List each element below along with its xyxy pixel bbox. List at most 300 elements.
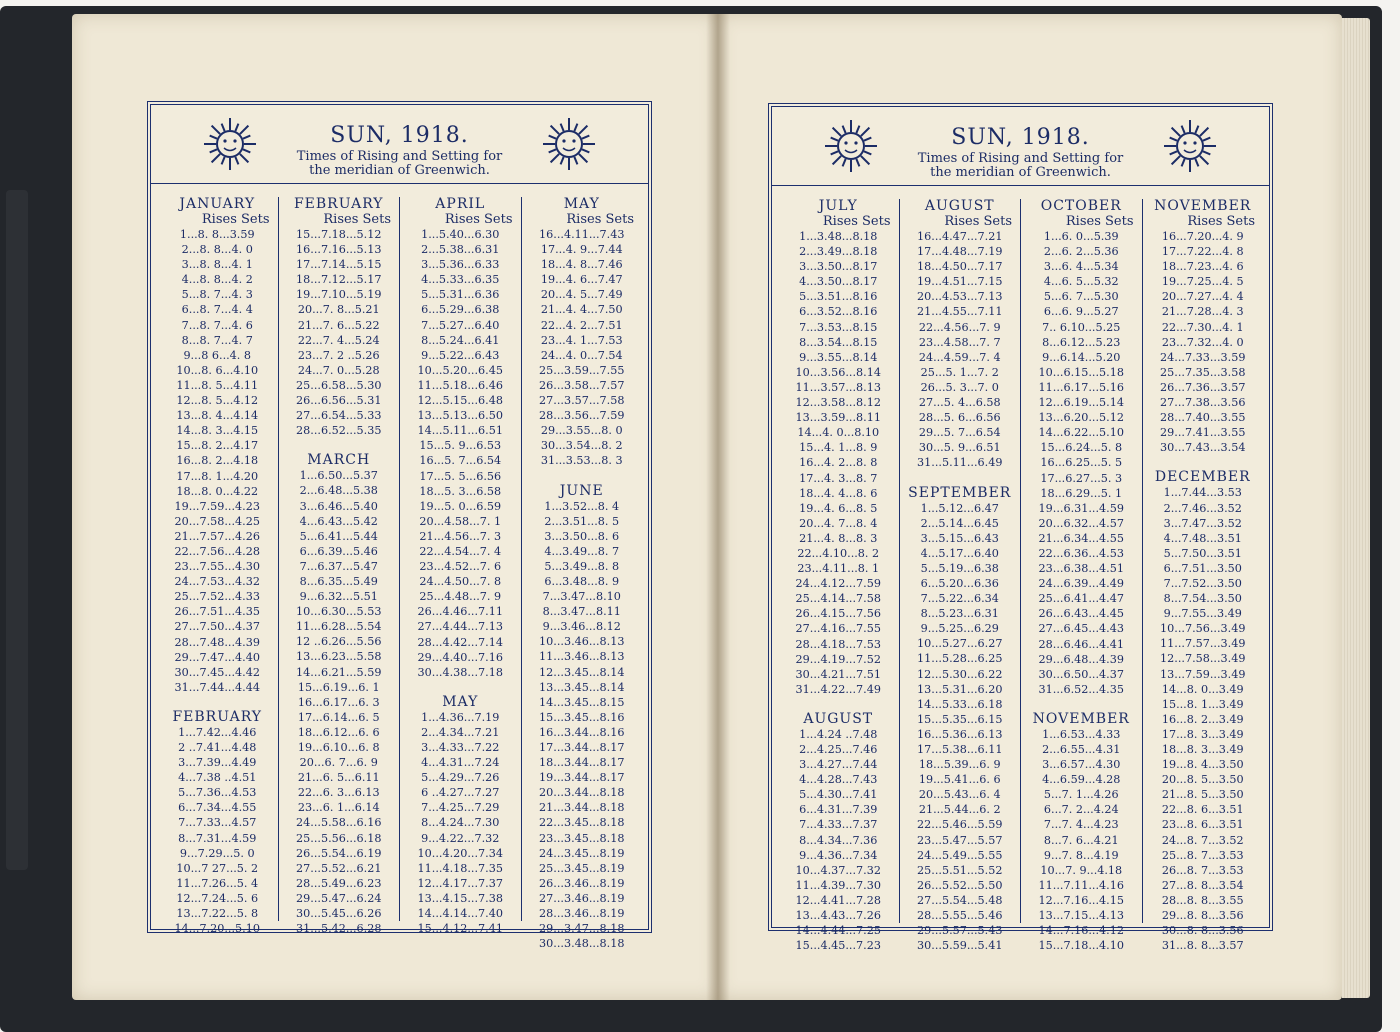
day-row: 16...8. 2...4.18 — [176, 454, 259, 468]
day-row: 19...6.10...6. 8 — [297, 741, 380, 754]
rises-sets-label: Rises Sets — [1187, 214, 1255, 229]
day-row: 17...6.27...5. 3 — [1040, 471, 1123, 485]
day-row: 3...4.33...7.22 — [421, 741, 500, 754]
cover-spine-edge — [6, 190, 28, 870]
day-row: 26...5.54...6.19 — [296, 846, 382, 860]
rises-sets-label: Rises Sets — [323, 212, 391, 227]
day-row: 16...6.17...6. 3 — [297, 695, 380, 709]
month-column — [900, 198, 1022, 953]
day-row: 18...6.12...6. 6 — [297, 725, 380, 739]
day-row: 19...4. 6...7.47 — [540, 273, 623, 287]
day-row: 14...4.14...7.40 — [417, 907, 503, 921]
day-row: 7...4.33...7.37 — [799, 818, 878, 832]
day-row: 3...8. 8...4. 1 — [181, 258, 253, 272]
day-row: 1...6.53...4.33 — [1042, 727, 1121, 741]
day-row: 26...5. 3...7. 0 — [920, 380, 999, 394]
day-row: 15...6.19...6. 1 — [297, 680, 380, 694]
day-row: 21...3.44...8.18 — [539, 801, 625, 815]
day-row: 27...4.16...7.55 — [795, 622, 881, 636]
day-row: 21...4. 4...7.50 — [540, 303, 623, 317]
day-row: 27...5.52...6.21 — [296, 861, 382, 875]
day-row: 30...5.59...5.41 — [917, 939, 1003, 953]
left-sun-table — [147, 101, 652, 951]
day-row: 14...7.16...4.12 — [1038, 924, 1124, 938]
table-header — [772, 107, 1269, 186]
day-row: 1...5.40...6.30 — [421, 228, 500, 241]
day-row: 30...4.21...7.51 — [795, 667, 881, 681]
day-row: 2...8. 8...4. 0 — [181, 243, 253, 257]
day-row: 31...5.42...6.28 — [296, 922, 382, 936]
day-row: 6...3.48...8. 9 — [544, 574, 620, 588]
day-row: 10...4.20...7.34 — [417, 846, 503, 860]
day-row: 20...7.58...4.25 — [174, 514, 260, 528]
day-row: 22...4.56...7. 9 — [918, 320, 1001, 334]
day-row: 3...3.50...8.17 — [799, 260, 878, 274]
day-row: 2...4.25...7.46 — [799, 743, 878, 756]
day-row: 13...6.20...5.12 — [1038, 411, 1124, 425]
day-row: 15...3.45...8.16 — [539, 710, 625, 724]
day-row: 2 ..7.41...4.48 — [178, 741, 257, 754]
day-row: 21...7.57...4.26 — [174, 529, 260, 543]
day-row: 20...7. 8...5.21 — [297, 303, 380, 317]
day-row: 2...3.51...8. 5 — [544, 514, 620, 528]
day-row: 19...5.41...6. 6 — [918, 773, 1001, 787]
day-row: 29...4.19...7.52 — [795, 652, 881, 666]
sun-face-icon — [1163, 119, 1217, 173]
day-row: 28...3.56...7.59 — [539, 409, 625, 423]
section-gap — [161, 695, 274, 710]
rises-sets-label: Rises Sets — [822, 214, 891, 229]
day-row: 18...4. 8...7.46 — [540, 258, 623, 272]
day-row: 18...7.23...4. 6 — [1161, 260, 1244, 274]
month-column — [1143, 198, 1264, 953]
day-row: 19...7.25...4. 5 — [1161, 275, 1244, 289]
day-row: 3...6. 4...5.34 — [1043, 260, 1119, 274]
day-row: 4...4.28...7.43 — [799, 773, 878, 787]
day-row: 11...3.46...8.13 — [539, 650, 625, 664]
day-row: 10...5.27...6.27 — [917, 637, 1003, 651]
day-row: 16...8. 2...3.49 — [1161, 712, 1244, 726]
day-row: 16...7.20...4. 9 — [1161, 230, 1244, 243]
day-row: 24...7. 0...5.28 — [297, 363, 380, 377]
section-gap — [782, 697, 895, 712]
day-row: 17...5. 5...6.56 — [419, 469, 502, 483]
day-row: 24...5.49...5.55 — [917, 848, 1003, 862]
day-row: 17...8. 3...3.49 — [1161, 727, 1244, 741]
day-row: 6...6. 9...5.27 — [1043, 305, 1119, 319]
day-row: 24...4.59...7. 4 — [918, 350, 1001, 364]
day-row: 24...7.33...3.59 — [1160, 350, 1246, 364]
day-row: 1...6.50...5.37 — [299, 469, 378, 483]
subtitle-line-1: Times of Rising and Setting for — [296, 149, 503, 164]
day-row: 8...4.24...7.30 — [421, 816, 500, 830]
day-row: 22...4. 2...7.51 — [540, 318, 623, 332]
day-row: 21...6.34...4.55 — [1038, 531, 1124, 545]
day-row: 14...5.33...6.18 — [917, 697, 1003, 711]
day-row: 20...7.27...4. 4 — [1161, 290, 1244, 304]
day-row: 17...3.44...8.17 — [539, 741, 625, 754]
day-row: 22...4.10...8. 2 — [797, 546, 880, 560]
day-row: 9...8 6...4. 8 — [183, 348, 252, 362]
sun-face-icon — [542, 117, 596, 171]
day-row: 23...7.32...4. 0 — [1161, 335, 1244, 349]
day-row: 19...6.31...4.59 — [1038, 501, 1124, 515]
day-row: 15...4. 1...8. 9 — [799, 441, 878, 455]
day-row: 4...5.17...6.40 — [920, 546, 999, 560]
day-row: 16...4. 2...8. 8 — [799, 456, 878, 470]
day-row: 1...8. 8...3.59 — [179, 228, 255, 241]
day-row: 24...8. 7...3.52 — [1161, 833, 1244, 847]
day-row: 16...5.36...6.13 — [917, 727, 1003, 741]
day-row: 14...6.22...5.10 — [1038, 426, 1124, 440]
day-row: 5...5.19...6.38 — [920, 561, 999, 575]
book-gutter — [706, 14, 730, 1000]
day-row: 8...8. 7...4. 7 — [181, 333, 253, 347]
day-row: 9...7.55...3.49 — [1163, 607, 1242, 621]
day-row: 8...4.34...7.36 — [799, 833, 878, 847]
day-row: 8...3.47...8.11 — [542, 605, 621, 619]
day-row: 9...7. 8...4.19 — [1043, 848, 1119, 862]
day-row: 5...7. 1...4.26 — [1043, 788, 1119, 802]
day-row: 28...4.42...7.14 — [417, 635, 503, 649]
day-row: 29...5.47...6.24 — [296, 891, 382, 905]
day-row: 10...3.56...8.14 — [795, 365, 881, 379]
day-row: 21...4. 8...8. 3 — [799, 531, 878, 545]
day-row: 11...7.11...4.16 — [1038, 878, 1124, 892]
day-row: 6...3.52...8.16 — [799, 305, 878, 319]
day-row: 20...4.58...7. 1 — [419, 514, 502, 528]
day-row: 13...5.13...6.50 — [417, 409, 503, 423]
day-row: 22...7.56...4.28 — [174, 544, 260, 558]
day-row: 23...7. 2 ..5.26 — [297, 348, 380, 362]
day-row: 15...8. 1...3.49 — [1161, 697, 1244, 711]
day-row: 29...3.55...8. 0 — [540, 424, 623, 438]
day-row: 14...8. 0...3.49 — [1161, 682, 1244, 696]
day-row: 4...3.50...8.17 — [799, 275, 878, 289]
day-row: 6...7.34...4.55 — [178, 801, 257, 815]
month-heading: DECEMBER — [1154, 469, 1251, 486]
day-row: 7...5.27...6.40 — [421, 318, 500, 332]
day-row: 27...5.54...5.48 — [917, 893, 1003, 907]
day-row: 14...8. 3...4.15 — [176, 424, 259, 438]
day-row: 22...4.54...7. 4 — [419, 544, 502, 558]
day-row: 30...3.48...8.18 — [539, 937, 625, 951]
day-row: 15...7.18...5.12 — [296, 228, 382, 241]
day-row: 1...5.12...6.47 — [920, 501, 999, 515]
rises-sets-label: Rises Sets — [944, 214, 1012, 229]
day-row: 15...5.35...6.15 — [917, 712, 1003, 726]
month-heading: OCTOBER — [1040, 198, 1122, 214]
day-row: 11...5.28...6.25 — [917, 652, 1003, 666]
day-row: 7...5.22...6.34 — [920, 592, 999, 606]
day-row: 28...5.49...6.23 — [296, 876, 382, 890]
day-row: 24...6.39...4.49 — [1038, 577, 1124, 591]
day-row: 25...3.45...8.19 — [539, 861, 625, 875]
day-row: 6...7.51...3.50 — [1163, 561, 1242, 575]
day-row: 2...4.34...7.21 — [421, 725, 500, 739]
day-row: 25...7.35...3.58 — [1160, 365, 1246, 379]
day-row: 27...7.50...4.37 — [174, 620, 260, 634]
day-row: 9...4.22...7.32 — [421, 831, 500, 845]
day-row: 24...4.50...7. 8 — [419, 575, 502, 589]
day-row: 26...6.43...4.45 — [1038, 607, 1124, 621]
day-row: 2...6. 2...5.36 — [1043, 245, 1119, 259]
day-row: 26...7.51...4.35 — [174, 605, 260, 619]
day-row: 30...7.45...4.42 — [174, 665, 260, 679]
day-row: 28...5.55...5.46 — [917, 909, 1003, 923]
month-heading: JANUARY — [179, 196, 256, 212]
day-row: 15...8. 2...4.17 — [176, 439, 259, 453]
month-heading: FEBRUARY — [293, 196, 384, 212]
day-row: 8...5.24...6.41 — [421, 333, 500, 347]
day-row: 18...4. 4...8. 6 — [799, 486, 878, 500]
day-row: 20...6.32...4.57 — [1038, 516, 1124, 530]
section-gap — [283, 438, 396, 453]
day-row: 22...6. 3...6.13 — [297, 786, 380, 800]
day-row: 26...4.46...7.11 — [417, 605, 503, 619]
day-row: 25...5. 1...7. 2 — [920, 365, 999, 379]
day-row: 16...4.11...7.43 — [539, 228, 625, 241]
month-heading: MAY — [442, 693, 479, 710]
day-row: 5...3.51...8.16 — [799, 290, 878, 304]
day-row: 7...4.25...7.29 — [421, 801, 500, 815]
month-column — [1021, 198, 1143, 953]
month-heading: APRIL — [435, 196, 486, 212]
day-row: 11...3.57...8.13 — [795, 380, 881, 394]
month-column — [400, 196, 522, 936]
table-title: SUN, 1918. — [330, 123, 469, 148]
day-row: 2...3.49...8.18 — [799, 245, 878, 259]
day-row: 5...6.41...5.44 — [299, 529, 378, 543]
day-row: 26...8. 7...3.53 — [1161, 863, 1244, 877]
day-row: 12...5.30...6.22 — [917, 667, 1003, 681]
day-row: 22...3.45...8.18 — [539, 816, 625, 830]
day-row: 22...7.30...4. 1 — [1161, 320, 1244, 334]
day-row: 11...7.26...5. 4 — [176, 876, 259, 890]
day-row: 20...6. 7...6. 9 — [299, 756, 378, 770]
day-row: 10...3.46...8.13 — [539, 635, 625, 649]
day-row: 3...5.36...6.33 — [421, 258, 500, 272]
rises-sets-label: Rises Sets — [444, 212, 513, 227]
day-row: 8...7.54...3.50 — [1163, 592, 1242, 606]
day-row: 23...4. 1...7.53 — [540, 333, 623, 347]
day-row: 23...6.38...4.51 — [1038, 562, 1124, 576]
day-row: 29...5. 7...6.54 — [918, 426, 1001, 440]
day-row: 1...3.48...8.18 — [799, 230, 878, 243]
day-row: 10...7 27...5. 2 — [176, 861, 259, 875]
day-row: 3...7.39...4.49 — [178, 756, 257, 770]
day-row: 9...7.29...5. 0 — [179, 846, 255, 860]
day-row: 29...7.41...3.55 — [1160, 426, 1246, 440]
day-row: 26...3.46...8.19 — [539, 876, 625, 890]
day-row: 22...6.36...4.53 — [1038, 546, 1124, 560]
day-row: 31...8. 8...3.57 — [1161, 939, 1244, 953]
day-row: 29...3.47...8.18 — [539, 922, 625, 936]
day-row: 3...5.15...6.43 — [920, 531, 999, 545]
subtitle-line-2: the meridian of Greenwich. — [930, 165, 1111, 180]
day-row: 30...8. 8...3.56 — [1161, 924, 1244, 938]
day-row: 28...7.48...4.39 — [174, 635, 260, 649]
day-row: 5...4.30...7.41 — [799, 788, 878, 802]
month-heading: AUGUST — [803, 710, 874, 727]
day-row: 23...6. 1...6.14 — [297, 801, 380, 815]
day-row: 22...8. 6...3.51 — [1161, 803, 1244, 817]
day-row: 12...7.58...3.49 — [1160, 652, 1246, 666]
day-row: 21...4.56...7. 3 — [419, 529, 502, 543]
day-row: 29...7.47...4.40 — [174, 650, 260, 664]
day-row: 13...7.15...4.13 — [1038, 909, 1124, 923]
day-row: 13...4.43...7.26 — [795, 909, 881, 923]
month-heading: NOVEMBER — [1154, 198, 1252, 214]
day-row: 4...3.49...8. 7 — [544, 544, 620, 558]
day-row: 19...3.44...8.17 — [539, 771, 625, 785]
day-row: 5...7.50...3.51 — [1163, 546, 1242, 560]
day-row: 31...6.52...4.35 — [1038, 682, 1124, 696]
day-row: 4...5.33...6.35 — [421, 273, 500, 287]
day-row: 6...7. 2...4.24 — [1043, 803, 1119, 817]
day-row: 27...3.46...8.19 — [539, 891, 625, 905]
day-row: 26...3.58...7.57 — [539, 378, 625, 392]
day-row: 30...7.43...3.54 — [1160, 441, 1246, 455]
day-row: 4...8. 8...4. 2 — [181, 273, 253, 287]
day-row: 5...7.36...4.53 — [178, 786, 257, 800]
day-row: 7...3.53...8.15 — [799, 320, 878, 334]
day-row: 25...5.51...5.52 — [917, 863, 1003, 877]
day-row: 25...5.56...6.18 — [296, 831, 382, 845]
day-row: 21...6. 5...6.11 — [297, 771, 380, 785]
day-row: 28...8. 8...3.55 — [1161, 893, 1244, 907]
day-row: 1...6. 0...5.39 — [1043, 230, 1119, 243]
day-row: 18...6.29...5. 1 — [1040, 486, 1123, 500]
day-row: 7.. 6.10...5.25 — [1042, 320, 1121, 334]
day-row: 29...6.48...4.39 — [1038, 652, 1124, 666]
day-row: 9...3.46...8.12 — [542, 620, 621, 634]
day-row: 25...4.48...7. 9 — [419, 590, 502, 604]
day-row: 10...5.20...6.45 — [417, 363, 503, 377]
day-row: 23...5.47...5.57 — [917, 833, 1003, 847]
day-row: 27...7.38...3.56 — [1160, 396, 1246, 410]
day-row: 8...7.31...4.59 — [178, 831, 257, 845]
day-row: 10...8. 6...4.10 — [176, 363, 259, 377]
day-row: 28...7.40...3.55 — [1160, 411, 1246, 425]
day-row: 29...8. 8...3.56 — [1161, 909, 1244, 923]
day-row: 5...4.29...7.26 — [421, 771, 500, 785]
day-row: 25...6.58...5.30 — [296, 378, 382, 392]
day-row: 16...7.16...5.13 — [296, 243, 382, 257]
day-row: 26...7.36...3.57 — [1160, 380, 1246, 394]
day-row: 20...4.53...7.13 — [917, 290, 1003, 304]
day-row: 29...4.40...7.16 — [417, 650, 503, 664]
day-row: 22...7. 4...5.24 — [297, 333, 380, 347]
day-row: 18...8. 3...3.49 — [1161, 743, 1244, 756]
day-row: 31...7.44...4.44 — [174, 680, 260, 694]
day-row: 13...6.23...5.58 — [296, 650, 382, 664]
day-row: 5...6. 7...5.30 — [1043, 290, 1119, 304]
day-row: 19...7.10...5.19 — [296, 288, 382, 302]
day-row: 2...7.46...3.52 — [1163, 501, 1242, 515]
day-row: 4...6.59...4.28 — [1042, 773, 1121, 787]
day-row: 14...4.44...7.25 — [795, 924, 881, 938]
day-row: 26...5.52...5.50 — [917, 878, 1003, 892]
rises-sets-label: Rises Sets — [1065, 214, 1134, 229]
day-row: 18...5. 3...6.58 — [419, 484, 502, 498]
day-row: 31...4.22...7.49 — [795, 682, 881, 696]
day-row: 12...6.19...5.14 — [1038, 396, 1124, 410]
day-row: 23...8. 6...3.51 — [1161, 818, 1244, 832]
day-row: 27...6.54...5.33 — [296, 409, 382, 423]
day-row: 28...6.46...4.41 — [1038, 637, 1124, 651]
day-row: 1...7.42...4.46 — [178, 725, 257, 739]
day-row: 4...7.38 ..4.51 — [178, 771, 257, 785]
day-row: 12 ..6.26...5.56 — [296, 635, 382, 649]
day-row: 17...5.38...6.11 — [917, 743, 1003, 756]
day-row: 18...5.39...6. 9 — [918, 758, 1001, 772]
rises-sets-label: Rises Sets — [201, 212, 270, 227]
day-row: 15...4.45...7.23 — [795, 939, 881, 953]
day-row: 10...6.15...5.18 — [1038, 365, 1124, 379]
day-row: 17...4.48...7.19 — [917, 245, 1003, 259]
day-row: 24...4.12...7.59 — [795, 577, 881, 591]
day-row: 19...4.51...7.15 — [917, 275, 1003, 289]
day-row: 2...6.55...4.31 — [1042, 743, 1121, 756]
day-row: 6...4.31...7.39 — [799, 803, 878, 817]
day-row: 13...5.31...6.20 — [917, 682, 1003, 696]
day-row: 28...6.52...5.35 — [296, 424, 382, 438]
day-row: 8...3.54...8.15 — [799, 335, 878, 349]
day-row: 24...3.45...8.19 — [539, 846, 625, 860]
day-row: 12...3.58...8.12 — [795, 396, 881, 410]
day-row: 12...4.41...7.28 — [795, 893, 881, 907]
day-row: 7...8. 7...4. 6 — [181, 318, 253, 332]
month-heading: MARCH — [307, 452, 371, 469]
day-row: 18...8. 0...4.22 — [176, 484, 259, 498]
day-row: 12...4.17...7.37 — [417, 876, 503, 890]
month-heading: NOVEMBER — [1032, 710, 1130, 727]
day-row: 18...7.12...5.17 — [296, 273, 382, 287]
rises-sets-label: Rises Sets — [566, 212, 634, 227]
day-row: 15...7.18...4.10 — [1038, 939, 1124, 953]
day-row: 1...4.36...7.19 — [421, 710, 500, 724]
day-row: 21...4.55...7.11 — [917, 305, 1003, 319]
day-row: 27...4.44...7.13 — [417, 620, 503, 634]
day-row: 4...6.43...5.42 — [299, 514, 378, 528]
day-row: 30...5.45...6.26 — [296, 907, 382, 921]
day-row: 12...7.16...4.15 — [1038, 893, 1124, 907]
day-row: 14...5.11...6.51 — [417, 424, 503, 438]
day-row: 6...5.29...6.38 — [421, 303, 500, 317]
month-heading: JUNE — [559, 482, 604, 499]
table-title: SUN, 1918. — [951, 125, 1090, 150]
day-row: 12...7.24...5. 6 — [176, 891, 259, 905]
table-columns — [157, 196, 642, 951]
day-row: 17...7.14...5.15 — [296, 258, 382, 272]
day-row: 27...5. 4...6.58 — [918, 396, 1001, 410]
month-heading: JULY — [818, 198, 858, 214]
day-row: 30...3.54...8. 2 — [540, 439, 623, 453]
day-row: 15...5. 9...6.53 — [419, 439, 502, 453]
day-row: 5...5.31...6.36 — [421, 288, 500, 302]
section-gap — [1147, 455, 1260, 470]
day-row: 6...8. 7...4. 4 — [181, 303, 253, 317]
day-row: 27...8. 8...3.54 — [1161, 878, 1244, 892]
section-gap — [1025, 697, 1138, 712]
day-row: 25...7.52...4.33 — [174, 590, 260, 604]
day-row: 23...4.58...7. 7 — [918, 335, 1001, 349]
day-row: 5...8. 7...4. 3 — [181, 288, 253, 302]
day-row: 19...4. 6...8. 5 — [799, 501, 878, 515]
day-row: 14...4. 0...8.10 — [797, 426, 880, 440]
day-row: 16...4.47...7.21 — [917, 230, 1003, 243]
